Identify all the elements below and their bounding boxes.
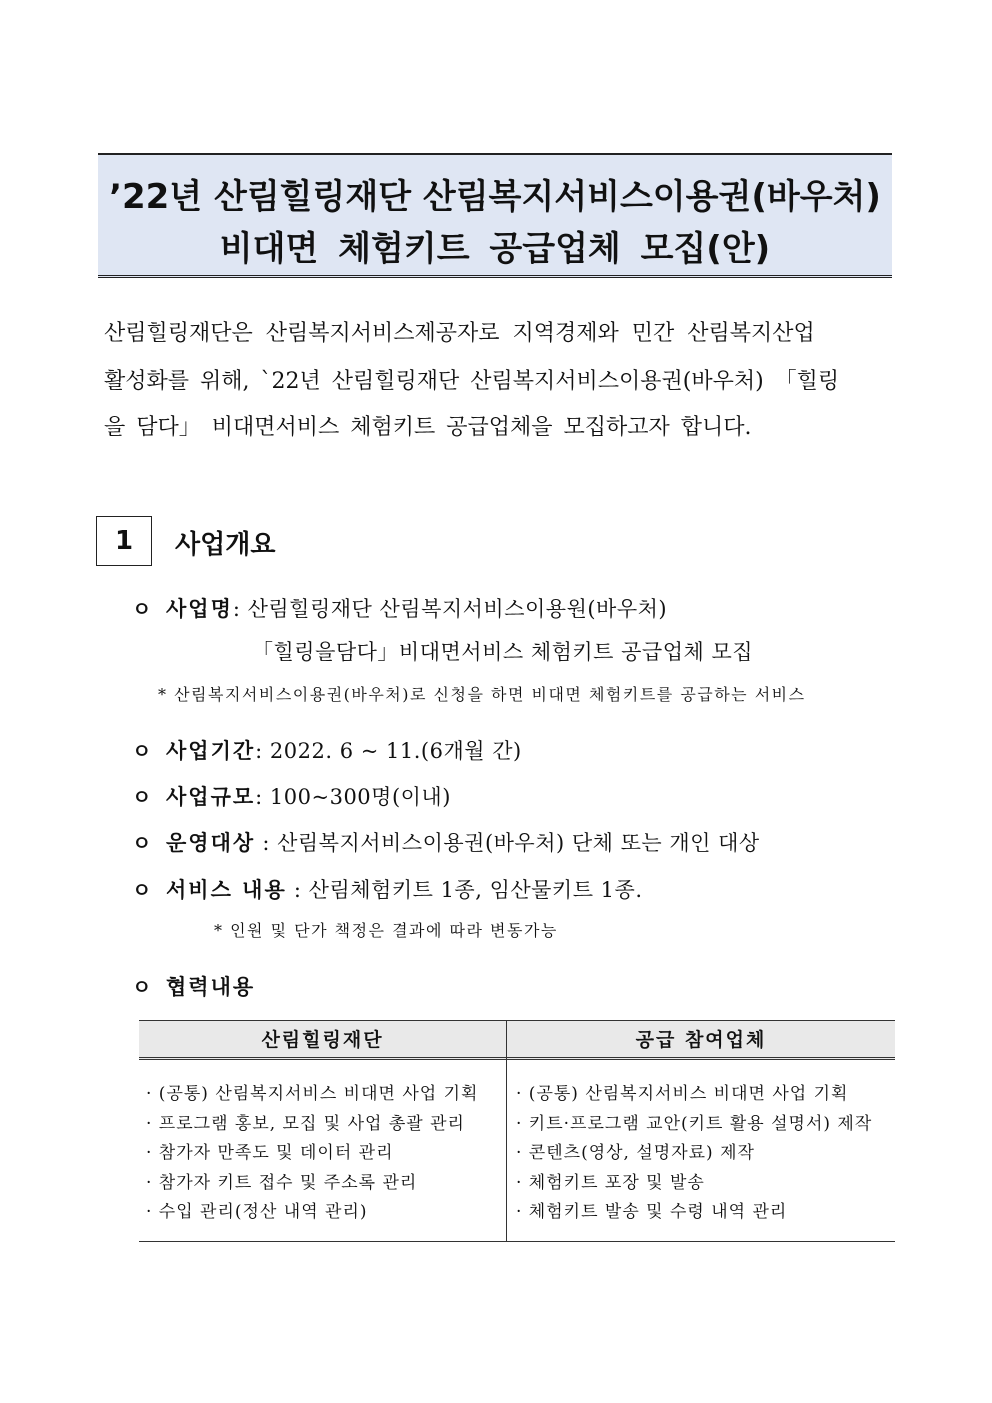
- table-header-foundation: 산림힐링재단: [261, 1029, 384, 1051]
- circle-bullet-icon: ㅇ: [132, 975, 152, 999]
- circle-bullet-icon: ㅇ: [132, 739, 152, 763]
- table-cell: · 체험키트 포장 및 발송: [516, 1172, 705, 1193]
- item-service-content-note: * 인원 및 단가 책정은 결과에 따라 변동가능: [214, 921, 558, 940]
- item-value: : 100~300명(이내): [255, 785, 451, 809]
- intro-paragraph-line-2: 활성화를 위해, `22년 산림힐링재단 산림복지서비스이용권(바우처) 「힐링: [104, 369, 840, 394]
- item-cooperation: [132, 971, 255, 1001]
- table-header-supplier: 공급 참여업체: [635, 1029, 767, 1051]
- item-label: 사업기간: [166, 738, 256, 763]
- table-column-foundation: [146, 1080, 478, 1228]
- document-title-box: [98, 153, 892, 278]
- table-cell: · 참가자 만족도 및 데이터 관리: [146, 1143, 394, 1163]
- item-business-scale: [132, 781, 451, 811]
- item-value: : 2022. 6 ~ 11.(6개월 간): [255, 739, 522, 763]
- table-cell: · 참가자 키트 접수 및 주소록 관리: [146, 1172, 418, 1193]
- section-title: 사업개요: [175, 530, 276, 560]
- intro-paragraph-line-1: 산림힐링재단은 산림복지서비스제공자로 지역경제와 민간 산림복지산업: [104, 321, 815, 346]
- section-number-box: 1: [96, 516, 152, 566]
- circle-bullet-icon: ㅇ: [132, 878, 152, 902]
- table-cell: · 수입 관리(정산 내역 관리): [146, 1202, 368, 1222]
- item-business-name-continuation: 「힐링을담다」비대면서비스 체험키트 공급업체 모집: [252, 640, 754, 664]
- table-column-divider: [506, 1020, 507, 1242]
- table-cell: · (공통) 산림복지서비스 비대면 사업 기획: [146, 1084, 479, 1104]
- item-business-name: [132, 593, 667, 623]
- circle-bullet-icon: ㅇ: [132, 785, 152, 809]
- table-cell: · (공통) 산림복지서비스 비대면 사업 기획: [516, 1084, 849, 1104]
- table-cell: · 콘텐츠(영상, 설명자료) 제작: [516, 1143, 755, 1163]
- item-label: 협력내용: [166, 974, 256, 999]
- circle-bullet-icon: ㅇ: [132, 597, 152, 621]
- table-bottom-border: [139, 1241, 895, 1243]
- circle-bullet-icon: ㅇ: [132, 831, 152, 855]
- intro-paragraph-line-3: 을 담다」 비대면서비스 체험키트 공급업체을 모집하고자 합니다.: [104, 415, 752, 440]
- document-title-line-1: ’22년 산림힐링재단 산림복지서비스이용권(바우처): [109, 177, 881, 217]
- item-label: 운영대상: [166, 830, 256, 855]
- table-header-row: [139, 1020, 895, 1060]
- table-column-supplier: [516, 1080, 872, 1228]
- document-title-line-2: 비대면 체험키트 공급업체 모집(안): [219, 229, 771, 269]
- item-label: 사업규모: [166, 784, 256, 809]
- item-operation-target: [132, 827, 760, 857]
- item-value: : 산림복지서비스이용권(바우처) 단체 또는 개인 대상: [255, 831, 760, 855]
- item-label: 사업명: [166, 596, 233, 621]
- item-value: : 산림힐링재단 산림복지서비스이용원(바우처): [232, 597, 668, 621]
- table-cell: · 키트·프로그램 교안(키트 활용 설명서) 제작: [516, 1113, 873, 1134]
- cooperation-table: [139, 1020, 895, 1242]
- table-cell: · 체험키트 발송 및 수령 내역 관리: [516, 1202, 788, 1222]
- item-business-name-note: * 산림복지서비스이용권(바우처)로 신청을 하면 비대면 체험키트를 공급하는 서비스: [158, 685, 806, 704]
- item-label: 서비스 내용: [166, 877, 287, 902]
- item-business-period: [132, 735, 522, 765]
- item-value: : 산림체험키트 1종, 임산물키트 1종.: [286, 878, 643, 902]
- table-cell: · 프로그램 홍보, 모집 및 사업 총괄 관리: [146, 1113, 465, 1134]
- item-service-content: [132, 874, 643, 904]
